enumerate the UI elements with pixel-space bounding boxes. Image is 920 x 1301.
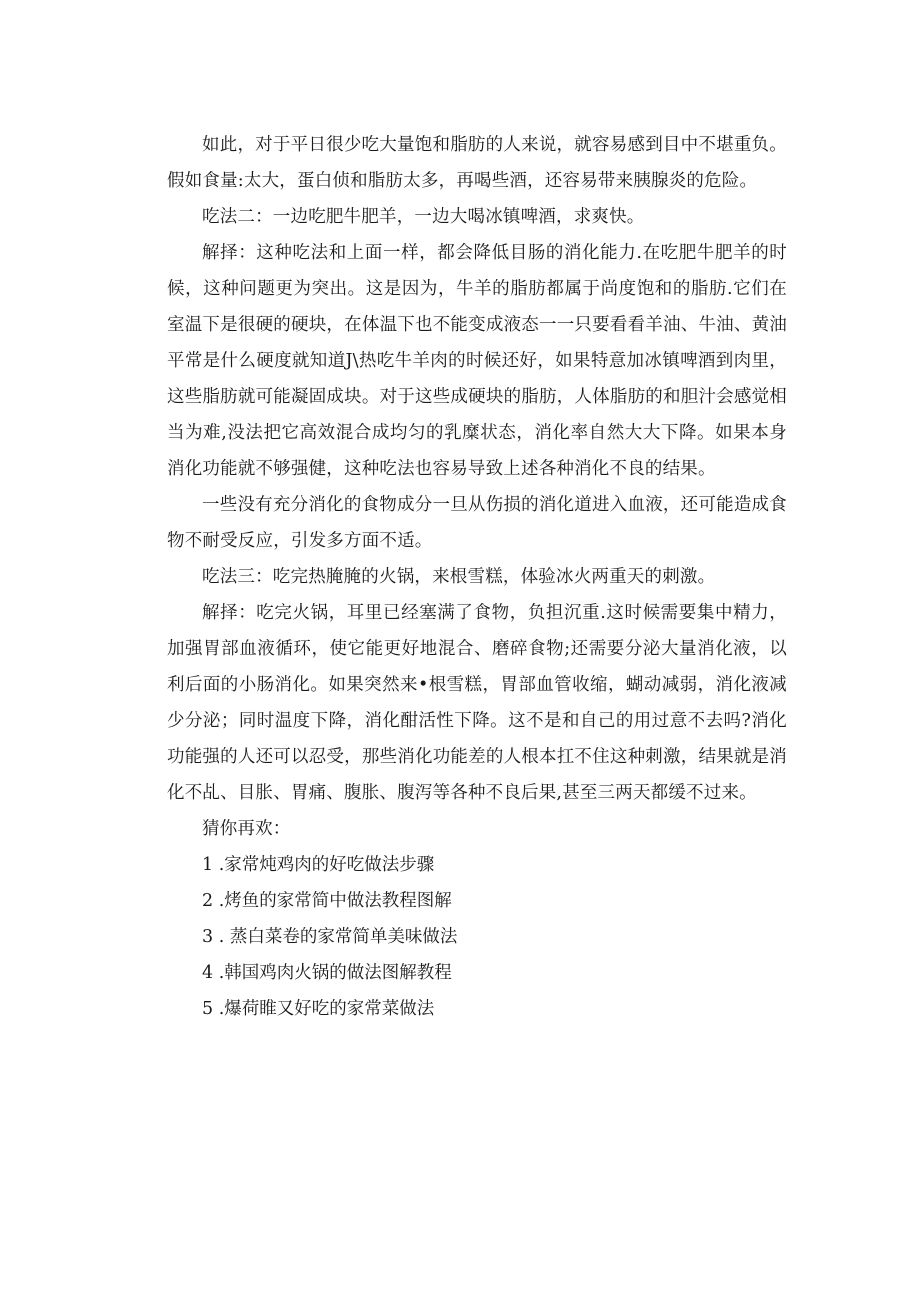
paragraph-method-three: 吃法三：吃完热腌腌的火锅，来根雪糕，体验冰火两重天的刺激。 bbox=[202, 567, 716, 587]
article-body bbox=[167, 127, 787, 1027]
related-item[interactable]: 5 .爆荷睢又好吃的家常菜做法 bbox=[202, 999, 435, 1019]
related-item[interactable]: 3 . 蒸白菜卷的家常简单美味做法 bbox=[202, 927, 458, 947]
paragraph-explanation-two: 解择：这种吃法和上面一样，都会降低目肠的消化能力.在吃肥牛肥羊的时候，这种问题更为突出。这是因为，牛羊的脂肪都属于尚度饱和的脂肪.它们在室温下是很硬的硬块，在体温下也不能变成液态一一只要看看羊油、牛油、黄油平常是什么硬度就知道J\热吃牛羊肉的时候还好，如果特意加冰镇啤酒到肉里，这些脂肪就可能凝固成块。对于这些成硬块的脂肪，人体脂肪的和胆汁会感觉相当为难,没法把它高效混合成均匀的乳糜状态，消化率自然大大下降。如果本身消化功能就不够强健，这种吃法也容易导致上述各种消化不良的结果。 bbox=[167, 243, 787, 479]
related-heading: 猜你再欢： bbox=[202, 819, 291, 839]
paragraph-intolerance: 一些没有充分消化的食物成分一旦从伤损的消化道进入血液，还可能造成食物不耐受反应，引发多方面不适。 bbox=[167, 495, 787, 551]
related-list bbox=[167, 847, 787, 1027]
paragraph-intro: 如此，对于平日很少吃大量饱和脂肪的人来说，就容易感到目中不堪重负。假如食量:太大，蛋白侦和脂肪太多，再喝些酒，还容易带来胰腺炎的危险。 bbox=[167, 135, 787, 191]
related-item[interactable]: 2 .烤鱼的家常简中做法教程图解 bbox=[202, 891, 452, 911]
related-item[interactable]: 4 .韩国鸡肉火锅的做法图解教程 bbox=[202, 963, 452, 983]
paragraph-explanation-three: 解择：吃完火锅，耳里已经塞满了食物，负担沉重.这时候需要集中精力，加强胃部血液循环，使它能更好地混合、磨碎食物;还需要分泌大量消化液，以利后面的小肠消化。如果突然来•根雪糕，胃部血管收缩，蝴动减弱，消化液减少分泌；同时温度下降，消化酣活性下降。这不是和自己的用过意不去吗?消化功能强的人还可以忍受，那些消化功能差的人根本扛不住这种刺激，结果就是消化不乩、目胀、胃痛、腹胀、腹泻等各种不良后果,甚至三两天都缓不过来。 bbox=[167, 603, 787, 803]
paragraph-method-two: 吃法二：一边吃肥牛肥羊，一边大喝冰镇啤酒，求爽快。 bbox=[202, 207, 645, 227]
related-item[interactable]: 1 .家常炖鸡肉的好吃做法步骤 bbox=[202, 855, 435, 875]
